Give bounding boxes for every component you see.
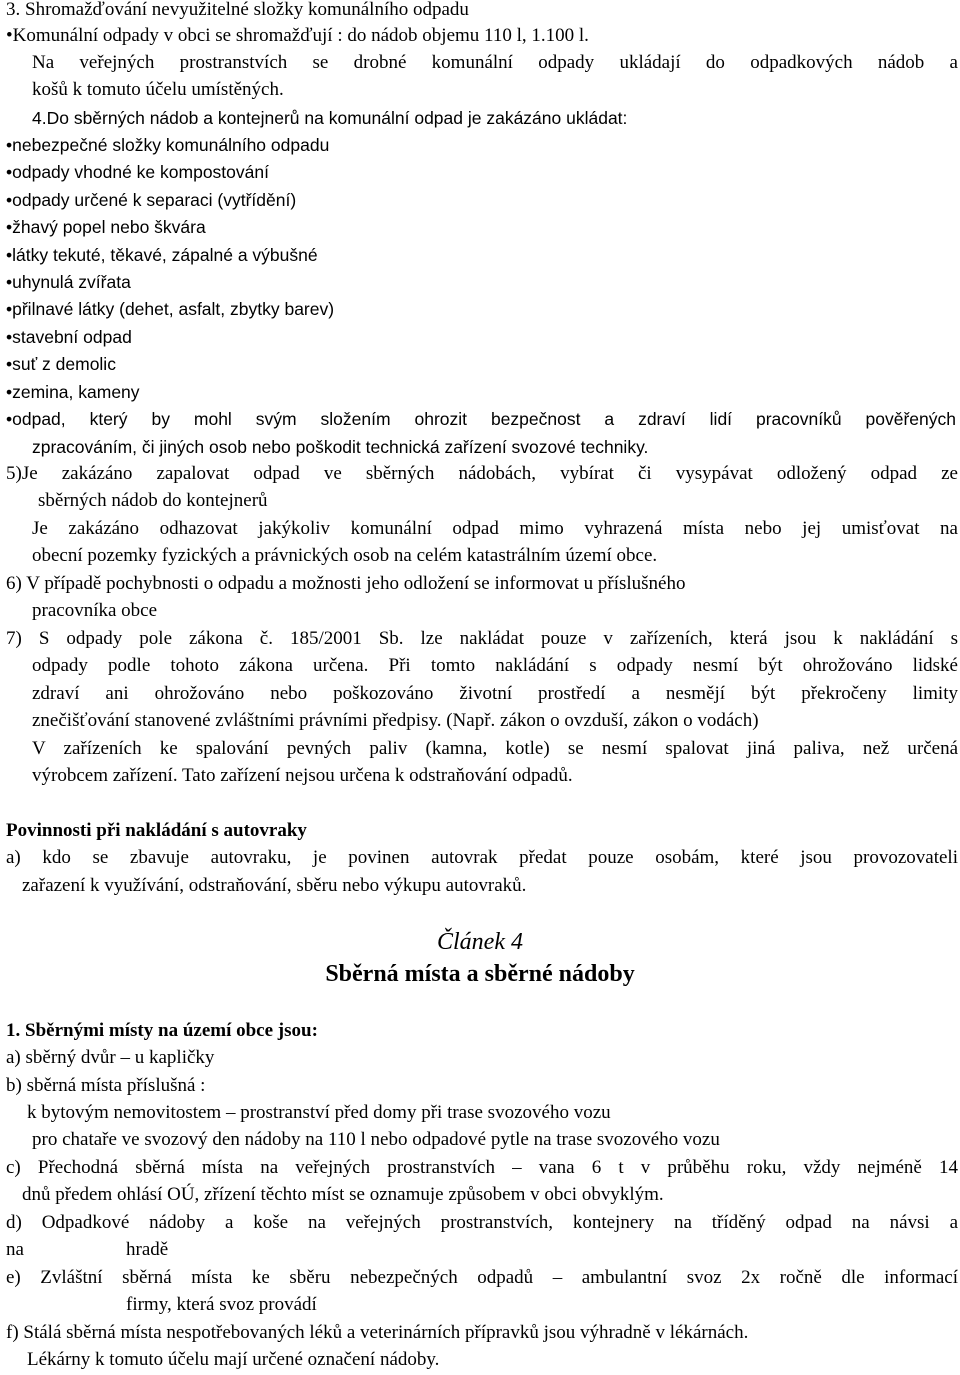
section-7-line: 7) S odpady pole zákona č. 185/2001 Sb. lze nakládat pouze v zařízeních, která jsou k nakládání s [6,628,958,649]
collection-heading: 1. Sběrnými místy na území obce jsou: [6,1020,318,1041]
autovraky-line: a) kdo se zbavuje autovraku, je povinen autovrak předat pouze osobám, které jsou provozovateli [6,847,958,868]
collection-item-continuation: hradě [126,1239,169,1260]
list-item: •odpady určené k separaci (vytřídění) [6,190,297,210]
section-6-line: pracovníka obce [32,600,158,621]
list-item-continuation: zpracováním, či jiných osob nebo poškodit technická zařízení svozové techniky. [32,437,649,457]
article-title: Sběrná místa a sběrné nádoby [325,961,635,987]
collection-item: a) sběrný dvůr – u kapličky [6,1047,215,1068]
article-number: Článek 4 [437,929,523,955]
section-5-line: Je zakázáno odhazovat jakýkoliv komunální odpad mimo vyhrazená místa nebo jej umisťovat na [32,518,958,539]
section-3-line: košů k tomuto účelu umístěných. [32,79,284,100]
section-7-line: výrobcem zařízení. Tato zařízení nejsou určena k odstraňování odpadů. [32,765,573,786]
section-5-line: 5)Je zakázáno zapalovat odpad ve sběrných nádobách, vybírat či vysypávat odložený odpad ze [6,463,958,484]
list-item: •žhavý popel nebo škvára [6,217,206,237]
list-item: •suť z demolic [6,354,116,374]
section-3-line: Na veřejných prostranstvích se drobné komunální odpady ukládají do odpadkových nádob a [32,52,958,73]
list-item: •odpady vhodné ke kompostování [6,162,269,182]
list-item: •stavební odpad [6,327,132,347]
section-7-line: V zařízeních ke spalování pevných paliv (kamna, kotle) se nesmí spalovat jiná paliva, než určená [32,738,958,759]
collection-subitem: pro chataře ve svozový den nádoby na 110 l nebo odpadové pytle na trase svozového vozu [32,1129,720,1150]
collection-item: e) Zvláštní sběrná místa ke sběru nebezpečných odpadů – ambulantní svoz 2x ročně dle informací [6,1267,958,1288]
section-3-heading: 3. Shromažďování nevyužitelné složky komunálního odpadu [6,0,469,20]
section-7-line: odpady podle tohoto zákona určena. Při tomto nakládání s odpady nesmí být ohrožováno lidské [32,655,958,676]
section-4-heading: 4.Do sběrných nádob a kontejnerů na komunální odpad je zakázáno ukládat: [32,108,628,128]
collection-item-continuation: firmy, která svoz provádí [126,1294,317,1315]
collection-item: f) Stálá sběrná místa nespotřebovaných léků a veterinárních přípravků jsou výhradně v lékárnách. [6,1322,749,1343]
list-item: •uhynulá zvířata [6,272,131,292]
section-6-line: 6) V případě pochybnosti o odpadu a možnosti jeho odložení se informovat u příslušného [6,573,686,594]
list-item: •zemina, kameny [6,382,140,402]
collection-item-continuation: dnů předem ohlásí OÚ, zřízení těchto míst se oznamuje způsobem v obci obvyklým. [22,1184,664,1205]
collection-item: c) Přechodná sběrná místa na veřejných prostranstvích – vana 6 t v průběhu roku, vždy nejméně 14 [6,1157,958,1178]
section-5-line: sběrných nádob do kontejnerů [38,490,268,511]
collection-item: b) sběrná místa příslušná : [6,1075,206,1096]
autovraky-line: zařazení k využívání, odstraňování, sběru nebo výkupu autovraků. [22,875,527,896]
section-5-line: obecní pozemky fyzických a právnických osob na celém katastrálním území obce. [32,545,658,566]
section-3-line: •Komunální odpady v obci se shromažďují : do nádob objemu 110 l, 1.100 l. [6,25,589,46]
collection-subitem: k bytovým nemovitostem – prostranství před domy při trase svozového vozu [27,1102,611,1123]
section-7-line: znečišťování stanovené zvláštními právními předpisy. (Např. zákon o ovzduší, zákon o vodách) [32,710,759,731]
collection-item: d) Odpadkové nádoby a koše na veřejných prostranstvích, kontejnery na tříděný odpad na návsi a [6,1212,958,1233]
collection-item-continuation: Lékárny k tomuto účelu mají určené označení nádoby. [27,1349,440,1370]
collection-item-continuation: na [6,1239,24,1260]
section-7-line: zdraví ani ohrožováno nebo poškozováno životní prostředí a nesmějí být překročeny limity [32,683,958,704]
autovraky-heading: Povinnosti při nakládání s autovraky [6,820,307,841]
list-item: •látky tekuté, těkavé, zápalné a výbušné [6,245,318,265]
list-item: •odpad, který by mohl svým složením ohrozit bezpečnost a zdraví lidí pracovníků pověřených [6,409,956,429]
list-item: •nebezpečné složky komunálního odpadu [6,135,330,155]
list-item: •přilnavé látky (dehet, asfalt, zbytky barev) [6,299,335,319]
